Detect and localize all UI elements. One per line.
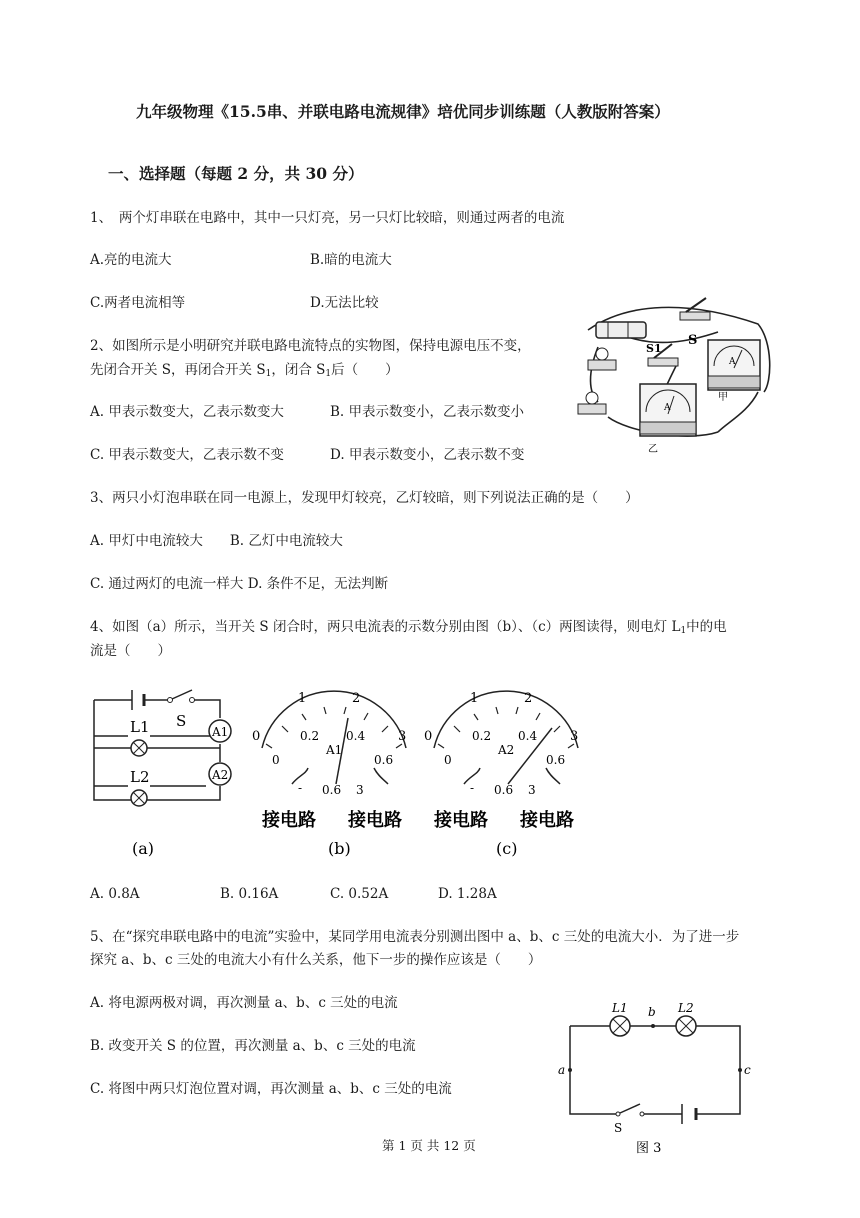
figure-a-caption: (a) xyxy=(132,839,155,858)
question-5-option-a: A. 将电源两极对调，再次测量 a、b、c 三处的电流 xyxy=(90,995,398,1011)
terminal-minus: - xyxy=(470,781,475,795)
page-title: 九年级物理《15.5串、并联电路电流规律》培优同步训练题（人教版附答案） xyxy=(136,102,670,121)
question-3-stem: 3、两只小灯泡串联在同一电源上，发现甲灯较亮，乙灯较暗，则下列说法正确的是（ ） xyxy=(90,490,639,506)
point-b-label: b xyxy=(648,1005,656,1019)
scale-bottom-1: 0.2 xyxy=(300,729,320,743)
lamp-l2-icon xyxy=(131,790,147,806)
switch-icon xyxy=(616,1104,644,1116)
connect-label-left: 接电路 xyxy=(262,810,316,831)
question-4-option-d: D. 1.28A xyxy=(438,886,497,902)
terminal-06: 0.6 xyxy=(494,783,514,797)
scale-bottom-0: 0 xyxy=(444,753,452,767)
question-4-option-a: A. 0.8A xyxy=(90,886,140,902)
bulb-icon xyxy=(578,392,606,414)
question-5-stem-line1: 5、在“探究串联电路中的电流”实验中，某同学用电流表分别测出图中 a、b、c 三处的电流大小．为了进一步 xyxy=(90,929,740,945)
question-2-option-a: A. 甲表示数变大，乙表示数变大 xyxy=(90,404,284,420)
scale-top-0: 0 xyxy=(424,729,433,744)
lamp-l1-icon xyxy=(610,1016,630,1036)
ammeter-jia-unit: A xyxy=(729,357,736,367)
switch-icon xyxy=(168,690,195,703)
scale-top-3: 3 xyxy=(570,729,579,744)
ammeter-yi-label: 乙 xyxy=(648,444,658,455)
scale-top-0: 0 xyxy=(252,729,261,744)
question-3-options-cd: C. 通过两灯的电流一样大 D. 条件不足，无法判断 xyxy=(90,576,389,592)
lamp-l1-label: L1 xyxy=(130,718,150,736)
scale-top-3: 3 xyxy=(398,729,407,744)
question-1-option-a: A.亮的电流大 xyxy=(90,252,172,268)
point-a-label: a xyxy=(558,1063,566,1077)
battery-icon xyxy=(132,690,144,710)
question-4-stem-line1: 4、如图（a）所示，当开关 S 闭合时，两只电流表的示数分别由图（b）、（c）两图读得，则电灯 $L_1$中的电 xyxy=(90,619,727,636)
question-4-option-b: B. 0.16A xyxy=(220,886,279,902)
connect-label-right: 接电路 xyxy=(348,810,402,831)
question-5-option-b: B. 改变开关 S 的位置，再次测量 a、b、c 三处的电流 xyxy=(90,1038,416,1054)
lamp-l2-label: L2 xyxy=(678,1001,694,1015)
section-heading: 一、选择题（每题 2 分，共 30 分） xyxy=(108,164,364,183)
dial-arc xyxy=(434,691,578,748)
terminal-3: 3 xyxy=(528,783,536,797)
dial-ticks xyxy=(266,707,402,748)
connect-label-right: 接电路 xyxy=(520,810,574,831)
question-1-option-b: B.暗的电流大 xyxy=(310,252,392,268)
battery-icon xyxy=(682,1104,696,1124)
bulb-icon xyxy=(588,348,616,370)
question-4-option-c: C. 0.52A xyxy=(330,886,389,902)
question-2-stem-line1: 2、如图所示是小明研究并联电路电流特点的实物图，保持电源电压不变， xyxy=(90,338,531,354)
connect-label-left: 接电路 xyxy=(434,810,488,831)
switch-s1-label: S1 xyxy=(646,342,662,355)
question-5-option-c: C. 将图中两只灯泡位置对调，再次测量 a、b、c 三处的电流 xyxy=(90,1081,452,1097)
point-c-label: c xyxy=(744,1063,751,1077)
question-5-circuit-figure xyxy=(556,1000,756,1168)
question-2-option-b: B. 甲表示数变小，乙表示数变小 xyxy=(330,404,525,420)
ammeter-a1-label: A1 xyxy=(212,725,229,739)
question-1-stem: 1、 两个灯串联在电路中，其中一只灯亮，另一只灯比较暗，则通过两者的电流 xyxy=(90,210,565,226)
question-4-stem-line2: 流是（ ） xyxy=(90,643,171,659)
question-1-option-d: D.无法比较 xyxy=(310,295,379,311)
question-5-stem-line2: 探究 a、b、c 三处的电流大小有什么关系，他下一步的操作应该是（ ） xyxy=(90,952,542,968)
scale-top-1: 1 xyxy=(470,691,479,706)
dial-arc xyxy=(262,691,406,748)
figure-b-caption: (b) xyxy=(328,839,351,858)
lamp-l1-label: L1 xyxy=(612,1001,628,1015)
meter-b-label: A1 xyxy=(326,743,343,757)
switch-s-label: S xyxy=(176,712,187,730)
question-2-stem-line2: 先闭合开关 S，再闭合开关 $S_1$，闭合 $S_1$后（ ） xyxy=(90,362,399,379)
scale-top-2: 2 xyxy=(352,691,361,706)
meter-c-label: A2 xyxy=(498,743,515,757)
question-3-options-ab: A. 甲灯中电流较大 B. 乙灯中电流较大 xyxy=(90,533,343,549)
scale-bottom-2: 0.4 xyxy=(518,729,538,743)
ammeter-a2-label: A2 xyxy=(212,768,229,782)
figure-3-caption: 图 3 xyxy=(636,1141,662,1156)
page-footer: 第 1 页 共 12 页 xyxy=(382,1138,476,1153)
question-4-figure-a xyxy=(88,688,238,860)
ammeter-yi-unit: A xyxy=(664,403,671,413)
point-a xyxy=(568,1068,572,1072)
terminal-3: 3 xyxy=(356,783,364,797)
scale-bottom-2: 0.4 xyxy=(346,729,366,743)
scale-top-1: 1 xyxy=(298,691,307,706)
question-4-figure-c xyxy=(420,688,592,860)
question-1-option-c: C.两者电流相等 xyxy=(90,295,186,311)
dial-ticks xyxy=(438,707,574,748)
lamp-l2-label: L2 xyxy=(130,768,150,786)
point-c xyxy=(738,1068,742,1072)
question-2-option-d: D. 甲表示数变小，乙表示数不变 xyxy=(330,447,525,463)
question-4-figure-b xyxy=(248,688,420,860)
scale-top-2: 2 xyxy=(524,691,533,706)
figure-c-caption: (c) xyxy=(496,839,518,858)
switch-s-label: S xyxy=(688,333,698,348)
switch-s-label: S xyxy=(614,1121,623,1135)
scale-bottom-0: 0 xyxy=(272,753,280,767)
question-2-option-c: C. 甲表示数变大，乙表示数不变 xyxy=(90,447,284,463)
scale-bottom-3: 0.6 xyxy=(546,753,566,767)
lamp-l2-icon xyxy=(676,1016,696,1036)
question-2-circuit-figure xyxy=(568,292,778,462)
scale-bottom-1: 0.2 xyxy=(472,729,492,743)
terminal-minus: - xyxy=(298,781,303,795)
scale-bottom-3: 0.6 xyxy=(374,753,394,767)
battery-icon xyxy=(596,322,646,338)
lamp-l1-icon xyxy=(131,740,147,756)
point-b xyxy=(651,1024,655,1028)
ammeter-jia-label: 甲 xyxy=(718,392,728,403)
terminal-06: 0.6 xyxy=(322,783,342,797)
